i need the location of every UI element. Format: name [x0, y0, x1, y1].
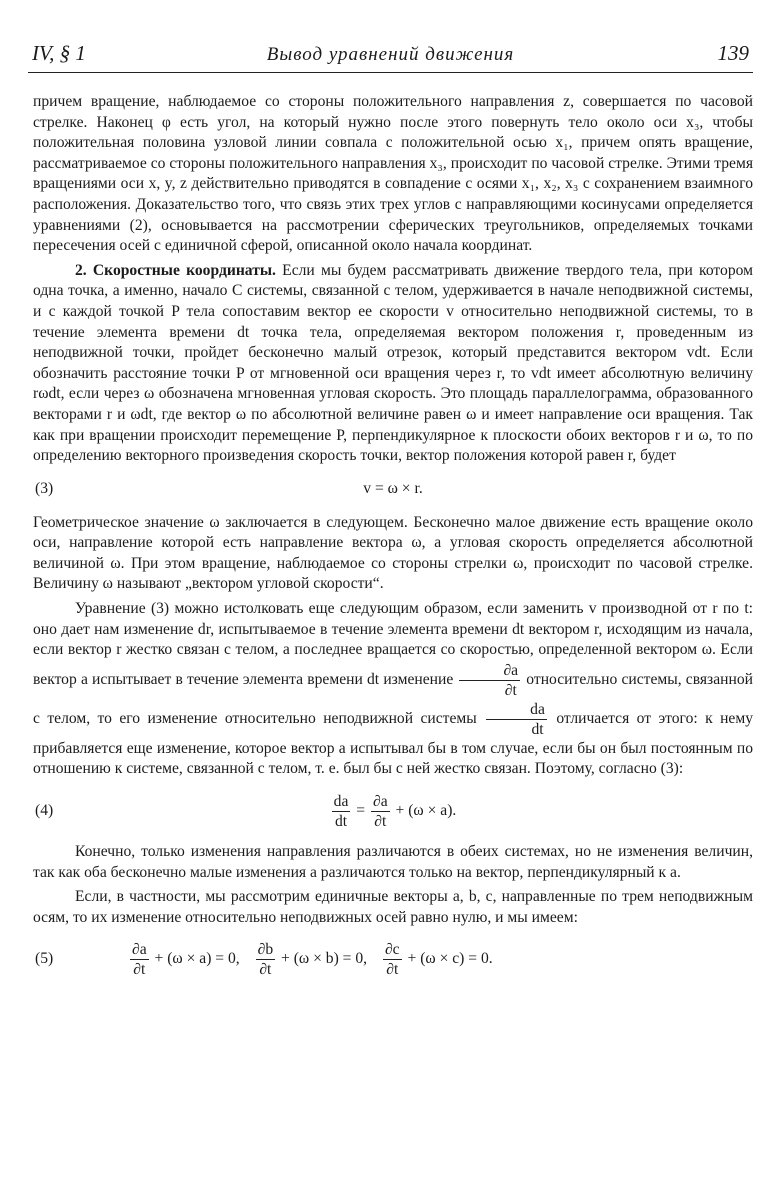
section-title: 2. Скоростные координаты. [75, 261, 276, 279]
page-body [33, 92, 753, 990]
denominator: ∂t [386, 960, 399, 978]
paragraph-text: относительно системы, связанной с телом, то его изменение относительно неподвижной системы [33, 670, 753, 727]
chapter-section-label: IV, § 1 [32, 41, 86, 65]
fraction [371, 792, 390, 831]
paragraph-interpretation [33, 599, 753, 780]
paragraph-text: Уравнение (3) можно истолковать еще следующим образом, если заменить v производной от r по t: оно дает нам изменение dr, испытываемое в течение элемента времени dt вектором r, исходящим из начала, если вектор r жестко связан с телом, а последнее вращается со скоростью, определенной вектором ω. Если вектор a испытывает в течение элемента времени dt изменение [33, 600, 753, 688]
equation-number: (5) [35, 950, 54, 968]
fraction [256, 940, 276, 979]
denominator: dt [531, 720, 544, 738]
term-remainder: + (ω × a) = 0, [154, 949, 240, 967]
equation-remainder: + (ω × a). [395, 801, 457, 819]
denominator: dt [334, 812, 348, 830]
numerator: ∂a [132, 940, 147, 958]
equation-number: (3) [35, 480, 54, 498]
numerator: da [486, 700, 547, 720]
equation-expression: v = ω × r. [363, 480, 423, 498]
numerator: ∂c [384, 940, 400, 958]
equation-5 [33, 928, 753, 990]
equation-expression [128, 940, 753, 979]
equation-expression [33, 792, 753, 831]
term-remainder: + (ω × c) = 0. [407, 949, 493, 967]
running-title: Вывод уравнений движения [266, 44, 515, 65]
denominator: ∂t [374, 812, 387, 830]
fraction [130, 940, 149, 979]
paragraph-direction-changes: Конечно, только изменения направления различаются в обеих системах, но не изменения величин, так как оба бесконечно малые изменения a различаются только на вектор, перпендикулярный к a. [33, 843, 753, 881]
equation-term-b [254, 940, 367, 979]
denominator: ∂t [504, 681, 517, 699]
numerator: da [333, 792, 349, 810]
equation-number: (4) [35, 801, 54, 819]
paragraph-euler-angles: причем вращение, наблюдаемое со стороны положительного направления z, совершается по часовой стрелке. Наконец φ есть угол, на который нужно после этого повернуть тело около оси x₃, чтобы положительная половина узловой линии совпала с положительной осью x₁, причем опять вращение, рассматриваемое со стороны положительного направления x₃, происходит по часовой стрелке. Этими тремя вращениями оси x, y, z действительно приводятся в совпадение с осями x₁, x₂, x₃ с сохранением взаимного расположения. Доказательство того, что связь этих трех углов с направляющими косинусами определяется уравнениями (2), основывается на рассмотрении сферических треугольников, определяемых точками пересечения осей с единичной сферой, описанной около начала координат. [33, 93, 753, 255]
equals-sign: = [356, 801, 366, 819]
equation-term-c [381, 940, 493, 979]
page-number: 139 [717, 41, 749, 65]
paragraph-velocity-coordinates [33, 261, 753, 467]
inline-fraction [459, 661, 520, 700]
term-remainder: + (ω × b) = 0, [281, 949, 368, 967]
fraction [332, 792, 351, 831]
denominator: ∂t [259, 960, 272, 978]
numerator: ∂b [257, 940, 274, 958]
numerator: ∂a [459, 661, 520, 681]
paragraph-text: отличается от этого: к нему прибавляется еще изменение, которое вектор a испытывал бы в том случае, если бы он был постоянным по отношению к системе, связанной с телом, т. е. был бы с ней жестко связан. Поэтому, согласно (3): [33, 709, 754, 778]
fraction [383, 940, 402, 979]
equation-3 [33, 467, 753, 513]
paragraph-unit-vectors: Если, в частности, мы рассмотрим единичные векторы a, b, c, направленные по трем неподвижным осям, то их изменение относительно неподвижных осей равно нулю, и мы имеем: [33, 888, 753, 926]
denominator: ∂t [133, 960, 146, 978]
paragraph-text: Если мы будем рассматривать движение твердого тела, при котором одна точка, а именно, начало C системы, связанной с телом, удерживается в начале неподвижной системы, и с каждой точкой P тела сопоставим вектор ее скорости v относительно неподвижной системы, то в течение элемента времени dt точка тела, определяемая вектором положения r, проведенным из неподвижной точки, пройдет бесконечно малый отрезок, который представится вектором vdt. Если обозначить расстояние точки P от мгновенной оси вращения через r, то vdt имеет абсолютную величину rωdt, если через ω обозначена мгновенная угловая скорость. Это площадь параллелограмма, образованного векторами r и ωdt, где вектор ω по абсолютной величине равен ω и имеет направление оси вращения. Так как при вращении происходит перемещение P, перпендикулярное к плоскости обоих векторов r и ω, то по определению векторного произведения скорость точки, вектор положения которой равен r, будет [33, 261, 753, 465]
running-header [28, 38, 753, 73]
equation-4 [33, 780, 753, 842]
inline-fraction [486, 700, 547, 739]
paragraph-geometric-meaning: Геометрическое значение ω заключается в следующем. Бесконечно малое движение есть вращение около оси, направление которой есть направление вектора ω, а угловая скорость определяется абсолютной величиной ω. При этом вращение, наблюдаемое со стороны стрелки ω, происходит по часовой стрелке. Величину ω называют „вектором угловой скорости“. [33, 513, 753, 593]
numerator: ∂a [373, 792, 388, 810]
equation-term-a [128, 940, 240, 979]
